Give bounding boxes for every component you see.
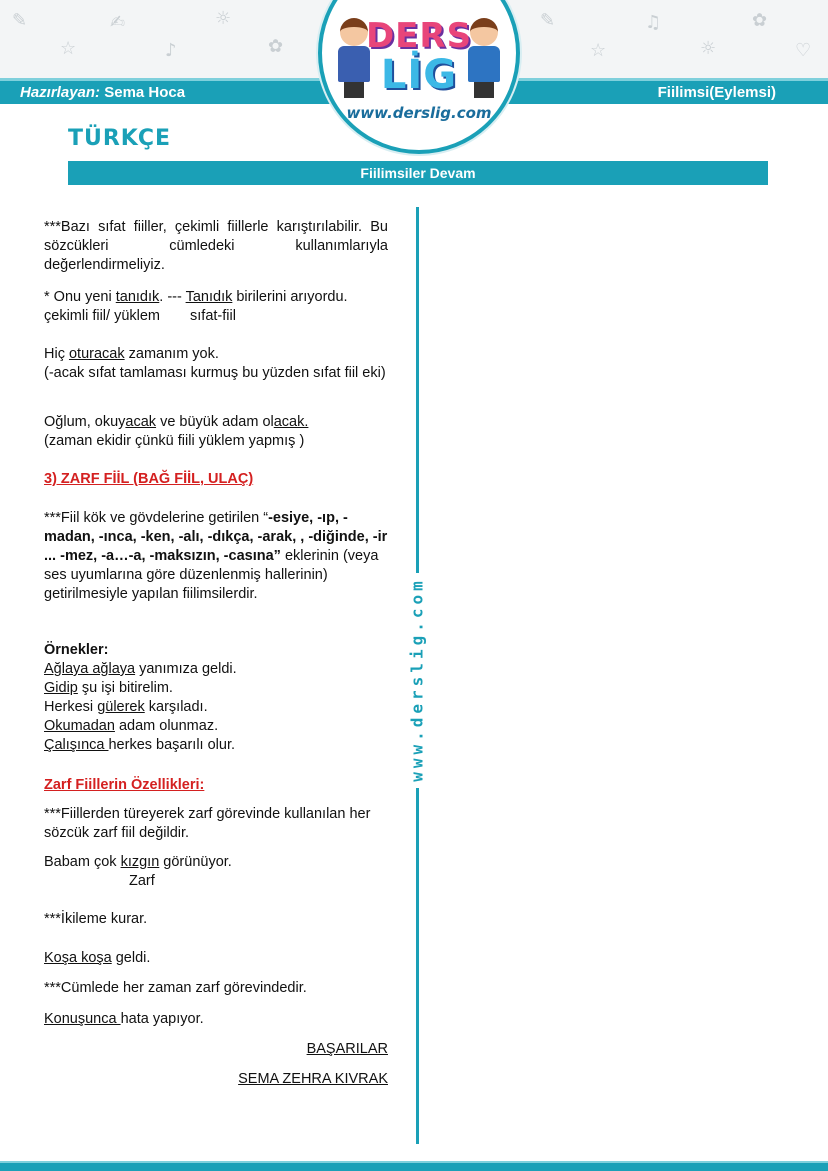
- prepared-by-name: Sema Hoca: [104, 84, 186, 101]
- section-title: Fiilimsiler Devam: [68, 161, 768, 185]
- flower-doodle-icon: ✿: [268, 36, 284, 57]
- column-divider-bottom: [416, 788, 419, 1144]
- examples-heading: Örnekler:: [44, 642, 109, 658]
- list-item: Gidip şu işi bitirelim.: [44, 680, 173, 696]
- prepared-by-label: Hazırlayan:: [20, 84, 101, 101]
- sign-off: BAŞARILAR: [306, 1041, 388, 1057]
- list-item: Çalışınca herkes başarılı olur.: [44, 737, 236, 753]
- music-doodle-icon: ♫: [645, 12, 662, 33]
- example-tanidik-sentence: * Onu yeni tanıdık. --- Tanıdık birilerini arıyordu.: [44, 289, 348, 305]
- author-name: SEMA ZEHRA KIVRAK: [238, 1071, 388, 1087]
- vertical-watermark-url: www.derslig.com: [407, 577, 427, 782]
- example-okuyacak: [44, 413, 388, 451]
- intro-paragraph: ***Bazı sıfat fiiller, çekimli fiillerle karıştırılabilir. Bu sözcükleri cümledeki kullanımlarıyla değerlendirmeliyiz.: [44, 219, 388, 273]
- example-konusunca: Konuşunca hata yapıyor.: [44, 1011, 204, 1027]
- pencil-doodle-icon: ✎: [12, 10, 28, 31]
- list-item: Ağlaya ağlaya yanımıza geldi.: [44, 661, 237, 677]
- features-heading: Zarf Fiillerin Özellikleri:: [44, 777, 205, 793]
- example-kizgin-gloss: Zarf: [129, 873, 155, 889]
- logo-text-ders: DERS: [365, 16, 473, 56]
- sun-doodle-icon: ☼: [700, 38, 717, 59]
- list-item: Herkesi gülerek karşıladı.: [44, 699, 208, 715]
- heart-doodle-icon: ♡: [795, 40, 812, 61]
- book-doodle-icon: ✍: [110, 12, 126, 33]
- prepared-by: [20, 84, 185, 101]
- logo-text-lig: LİG: [380, 52, 458, 98]
- derslig-logo[interactable]: [318, 0, 520, 154]
- example-okuyacak-note: (zaman ekidir çünkü fiili yüklem yapmış ): [44, 433, 305, 449]
- example-oturacak: [44, 345, 388, 383]
- example-kizgin-sentence: Babam çok kızgın görünüyor.: [44, 854, 232, 870]
- examples-list: [44, 660, 388, 755]
- music-doodle-icon: ♪: [165, 40, 177, 61]
- feature-1: ***Fiillerden türeyerek zarf görevinde kullanılan her sözcük zarf fiil değildir.: [44, 806, 371, 841]
- zarf-fiil-definition: ***Fiil kök ve gövdelerine getirilen “-esiye, -ıp, -madan, -ınca, -ken, -alı, -dıkça, -arak, , -diğinde, -ir ... -mez, -a…-a, -maksızın, -casına” eklerinin (veya ses uyumlarına göre düzenlenmiş hallerinin) getirilmesiyle yapılan fiilimsilerdir.: [44, 510, 388, 602]
- feature-2: ***İkileme kurar.: [44, 911, 148, 927]
- logo-url[interactable]: www.derslig.com: [346, 104, 492, 122]
- footer-bar: [0, 1161, 828, 1171]
- zarf-fiil-heading: 3) ZARF FİİL (BAĞ FİİL, ULAÇ): [44, 471, 254, 487]
- star-doodle-icon: ☆: [60, 38, 77, 59]
- example-okuyacak-sentence: Oğlum, okuyacak ve büyük adam olacak.: [44, 414, 309, 430]
- star-doodle-icon: ☆: [590, 40, 607, 61]
- flower-doodle-icon: ✿: [752, 10, 768, 31]
- list-item: Okumadan adam olunmaz.: [44, 718, 219, 734]
- example-oturacak-sentence: Hiç oturacak zamanım yok.: [44, 346, 219, 362]
- subject-title: TÜRKÇE: [68, 126, 172, 151]
- column-divider-top: [416, 207, 419, 573]
- example-kosa-kosa: Koşa koşa geldi.: [44, 950, 151, 966]
- example-tanidik-gloss: çekimli fiil/ yüklem sıfat-fiil: [44, 308, 236, 324]
- example-kizgin: [44, 853, 388, 891]
- feature-3: ***Cümlede her zaman zarf görevindedir.: [44, 980, 307, 996]
- sun-doodle-icon: ☼: [215, 8, 232, 29]
- example-oturacak-note: (-acak sıfat tamlaması kurmuş bu yüzden sıfat fiil eki): [44, 365, 386, 381]
- topic-title: Fiilimsi(Eylemsi): [657, 84, 776, 101]
- example-tanidik: [44, 288, 388, 326]
- pencil-doodle-icon: ✎: [540, 10, 556, 31]
